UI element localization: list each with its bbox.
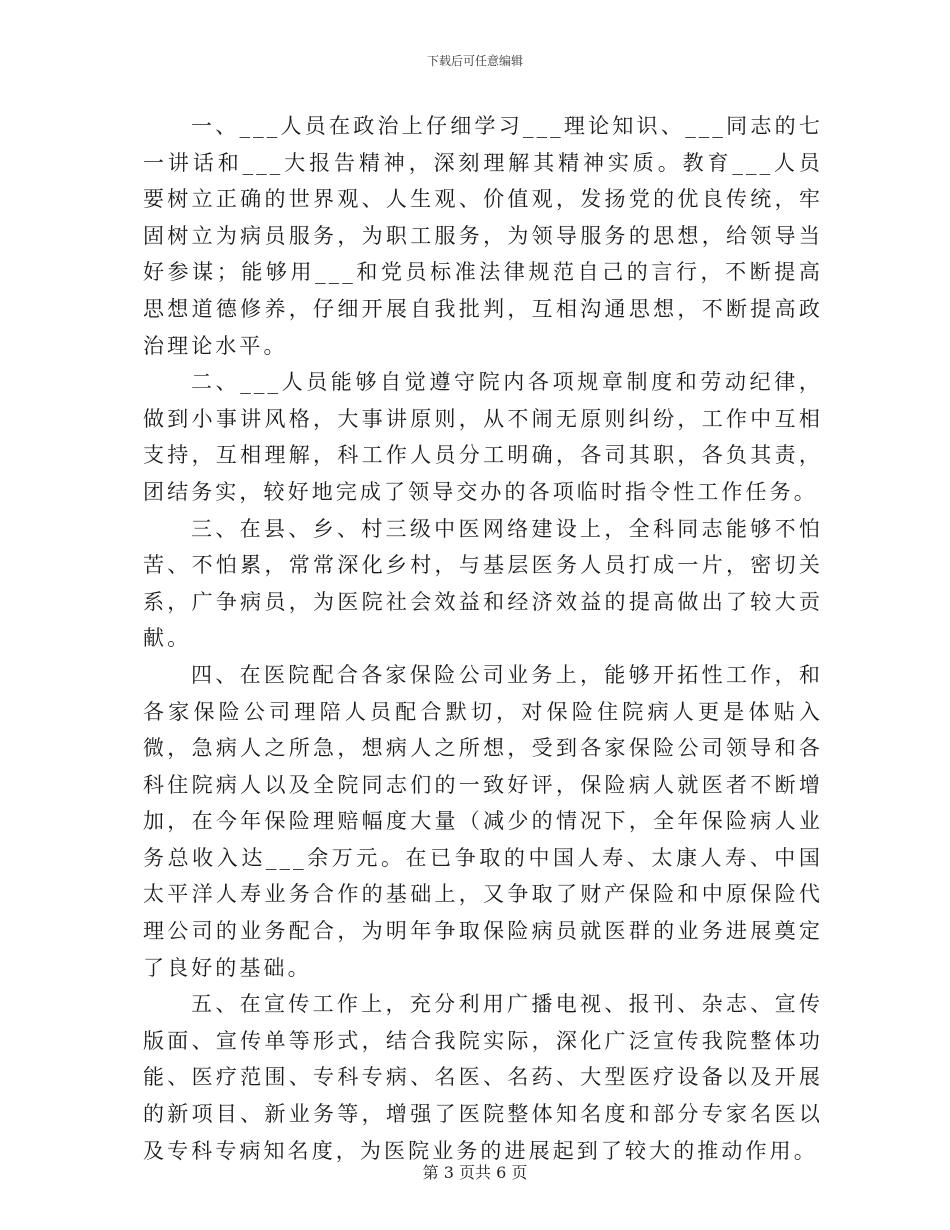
paragraph-5: 五、在宣传工作上，充分利用广播电视、报刊、杂志、宣传版面、宣传单等形式，结合我院实际，深化广泛宣传我院整体功能、医疗范围、专科专病、名医、名药、大型医疗设备以及开展的新项目、新业务等，增强了医院整体知名度和部分专家名医以及专科专病知名度，为医院业务的进展起到了较大的推动作用。 <box>143 992 823 1163</box>
paragraph-4: 四、在医院配合各家保险公司业务上，能够开拓性工作，和各家保险公司理陪人员配合默切，对保险住院病人更是体贴入微，急病人之所急，想病人之所想，受到各家保险公司领导和各科住院病人以及全院同志们的一致好评，保险病人就医者不断增加，在今年保险理赔幅度大量（减少的情况下，全年保险病人业务总收入达___余万元。在已争取的中国人寿、太康人寿、中国太平洋人寿业务合作的基础上，又争取了财产保险和中原保险代理公司的业务配合，为明年争取保险病员就医群的业务进展奠定了良好的基础。 <box>143 662 823 980</box>
paragraph-3: 三、在县、乡、村三级中医网络建设上，全科同志能够不怕苦、不怕累，常常深化乡村，与基层医务人员打成一片，密切关系，广争病员，为医院社会效益和经济效益的提高做出了较大贡献。 <box>143 516 823 651</box>
paragraph-2: 二、___人员能够自觉遵守院内各项规章制度和劳动纪律，做到小事讲风格，大事讲原则，从不闹无原则纠纷，工作中互相支持，互相理解，科工作人员分工明确，各司其职，各负其责，团结务实，较好地完成了领导交办的各项临时指令性工作任务。 <box>143 370 823 504</box>
page-number-footer: 第 3 页共 6 页 <box>422 1163 528 1182</box>
paragraph-1: 一、___人员在政治上仔细学习___理论知识、___同志的七一讲话和___大报告精神，深刻理解其精神实质。教育___人员要树立正确的世界观、人生观、价值观，发扬党的优良传统，牢固树立为病员服务，为职工服务，为领导服务的思想，给领导当好参谋；能够用___和党员标准法律规范自己的言行，不断提高思想道德修养，仔细开展自我批判，互相沟通思想，不断提高政治理论水平。 <box>143 114 823 358</box>
document-body <box>143 108 823 1169</box>
page-header: 下载后可任意编辑 <box>426 54 523 68</box>
